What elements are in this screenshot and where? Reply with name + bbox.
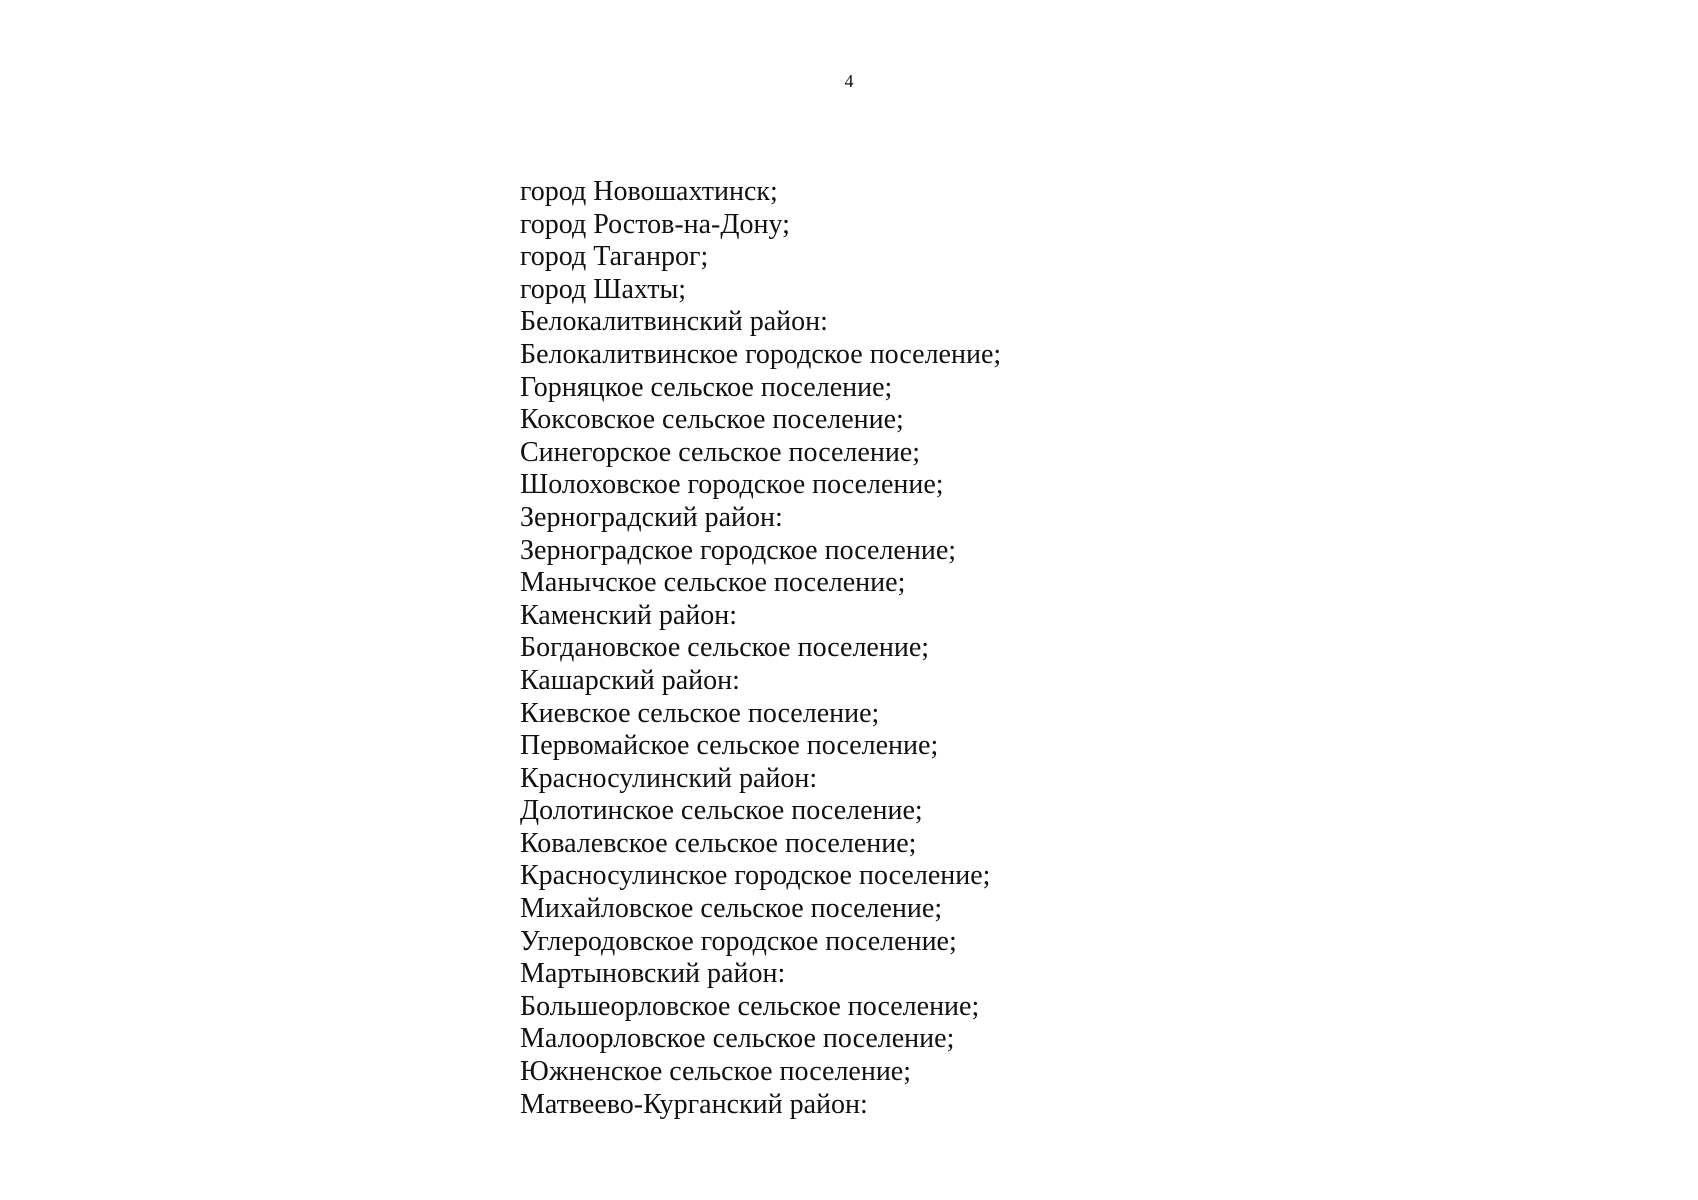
list-item: Манычское сельское поселение; xyxy=(520,567,906,599)
list-item: Белокалитвинское городское поселение; xyxy=(520,338,1002,370)
district-heading: Зерноградский район: xyxy=(520,501,783,533)
list-item: Первомайское сельское поселение; xyxy=(520,730,939,762)
list-item: Михайловское сельское поселение; xyxy=(520,893,943,925)
list-item: Долотинское сельское поселение; xyxy=(520,795,923,827)
list-item: Богдановское сельское поселение; xyxy=(520,632,930,664)
list-item: Шолоховское городское поселение; xyxy=(520,469,944,501)
list-item: Коксовское сельское поселение; xyxy=(520,404,904,436)
list-item: Углеродовское городское поселение; xyxy=(520,925,957,957)
list-item: Большеорловское сельское поселение; xyxy=(520,990,980,1022)
list-item: Ковалевское сельское поселение; xyxy=(520,827,917,859)
settlement-list xyxy=(520,176,1001,1121)
list-item: Зерноградское городское поселение; xyxy=(520,534,957,566)
list-item: Малоорловское сельское поселение; xyxy=(520,1023,955,1055)
district-heading: Матвеево-Курганский район: xyxy=(520,1088,868,1120)
district-heading: Каменский район: xyxy=(520,599,738,631)
list-item: Южненское сельское поселение; xyxy=(520,1056,912,1088)
list-item: Красносулинское городское поселение; xyxy=(520,860,991,892)
district-heading: Мартыновский район: xyxy=(520,958,786,990)
district-heading: Кашарский район: xyxy=(520,664,740,696)
list-item: Киевское сельское поселение; xyxy=(520,697,880,729)
district-heading: Белокалитвинский район: xyxy=(520,306,828,338)
list-item: город Ростов-на-Дону; xyxy=(520,208,790,240)
list-item: город Новошахтинск; xyxy=(520,176,778,207)
list-item: Синегорское сельское поселение; xyxy=(520,436,921,468)
list-item: город Таганрог; xyxy=(520,241,709,273)
district-heading: Красносулинский район: xyxy=(520,762,818,794)
list-item: город Шахты; xyxy=(520,273,687,305)
list-item: Горняцкое сельское поселение; xyxy=(520,371,893,403)
page-number: 4 xyxy=(844,71,854,91)
